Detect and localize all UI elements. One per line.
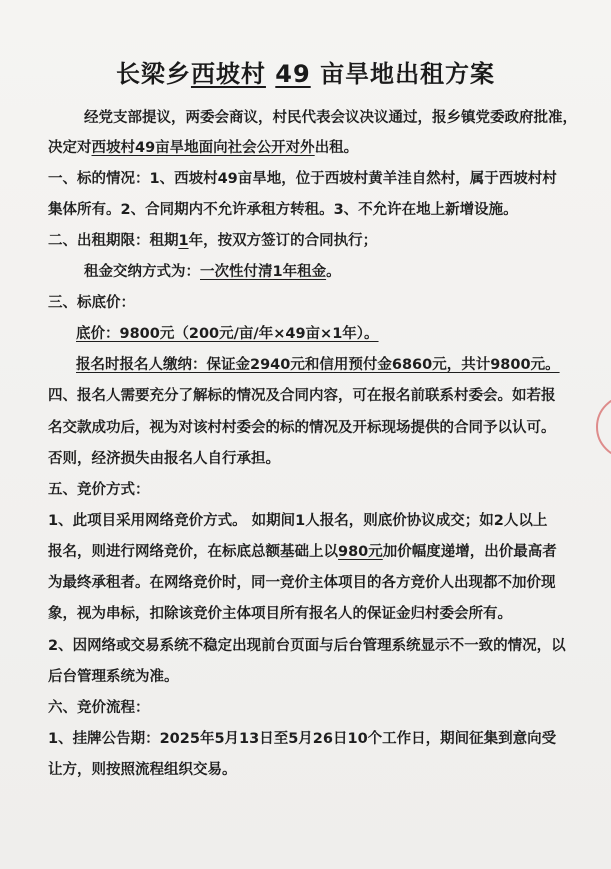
intro-line-2-a: 决定对	[48, 140, 92, 156]
section4-line-2: 名交款成功后，视为对该村村委会的标的情况及开标现场提供的合同予以认可。	[48, 420, 556, 436]
section6-line-2: 让方，则按照流程组织交易。	[48, 762, 237, 778]
intro-line-2-c: 出租。	[314, 140, 359, 156]
section6-heading: 六、竞价流程：	[48, 700, 150, 716]
section5-p2-line-2: 后台管理系统为准。	[48, 669, 179, 685]
section3-heading: 三、标底价：	[48, 295, 135, 311]
intro-line-2	[48, 138, 358, 158]
title-scheme: 出租方案	[395, 60, 496, 88]
title-land: 亩旱地	[320, 60, 396, 88]
section1-line-2: 集体所有。2、合同期内不允许承租方转租。3、不允许在地上新增设施。	[48, 202, 518, 218]
section5-p1-line-2	[48, 542, 557, 562]
intro-line-2-b: 西坡村49亩旱地面向社会公开对外	[91, 140, 315, 156]
section4-line-3: 否则，经济损失由报名人自行承担。	[48, 451, 280, 467]
section2-heading-a: 二、出租期限：租期	[48, 233, 179, 249]
section2-heading	[48, 231, 377, 251]
section2-payment	[84, 262, 341, 282]
section3-deposit: 报名时报名人缴纳：保证金2940元和信用预付金6860元，共计9800元。	[76, 357, 560, 373]
section5-p1-line-2-a: 报名，则进行网络竞价，在标底总额基础上以	[48, 544, 338, 560]
section2-payment-a: 租金交纳方式为：	[84, 264, 200, 280]
section6-line-1: 1、挂牌公告期：2025年5月13日至5月26日10个工作日，期间征集到意向受	[48, 731, 557, 747]
section5-increment: 980元	[338, 544, 383, 560]
section5-p1-line-1: 1、此项目采用网络竞价方式。 如期间1人报名，则底价协议成交；如2人以上	[48, 513, 548, 529]
official-seal-edge	[596, 395, 611, 459]
section5-heading: 五、竞价方式：	[48, 482, 150, 498]
section2-payment-b: 一次性付清1年租金	[200, 264, 327, 280]
section2-heading-c: 年，按双方签订的合同执行；	[188, 233, 378, 249]
document-title	[0, 54, 611, 89]
section4-line-1: 四、报名人需要充分了解标的情况及合同内容，可在报名前联系村委会。如若报	[48, 388, 556, 404]
title-village: 西坡村	[190, 60, 266, 88]
section1-line-1: 一、标的情况：1、西坡村49亩旱地，位于西坡村黄羊洼自然村，属于西坡村村	[48, 171, 557, 187]
title-township: 长梁乡	[115, 60, 191, 88]
section2-payment-c: 。	[326, 264, 341, 280]
section5-p1-line-3: 为最终承租者。在网络竞价时，同一竞价主体项目的各方竞价人出现都不加价现	[48, 575, 556, 591]
title-area: 49	[275, 60, 311, 88]
section5-p1-line-4: 象，视为串标，扣除该竞价主体项目所有报名人的保证金归村委会所有。	[48, 606, 512, 622]
intro-line-1: 经党支部提议，两委会商议，村民代表会议决议通过，报乡镇党委政府批准，	[84, 110, 577, 126]
section2-term: 1	[178, 233, 189, 249]
section5-p2-line-1: 2、因网络或交易系统不稳定出现前台页面与后台管理系统显示不一致的情况，以	[48, 638, 566, 654]
section5-p1-line-2-c: 加价幅度递增，出价最高者	[382, 544, 557, 560]
section3-price: 底价：9800元（200元/亩/年×49亩×1年）。	[76, 326, 379, 342]
